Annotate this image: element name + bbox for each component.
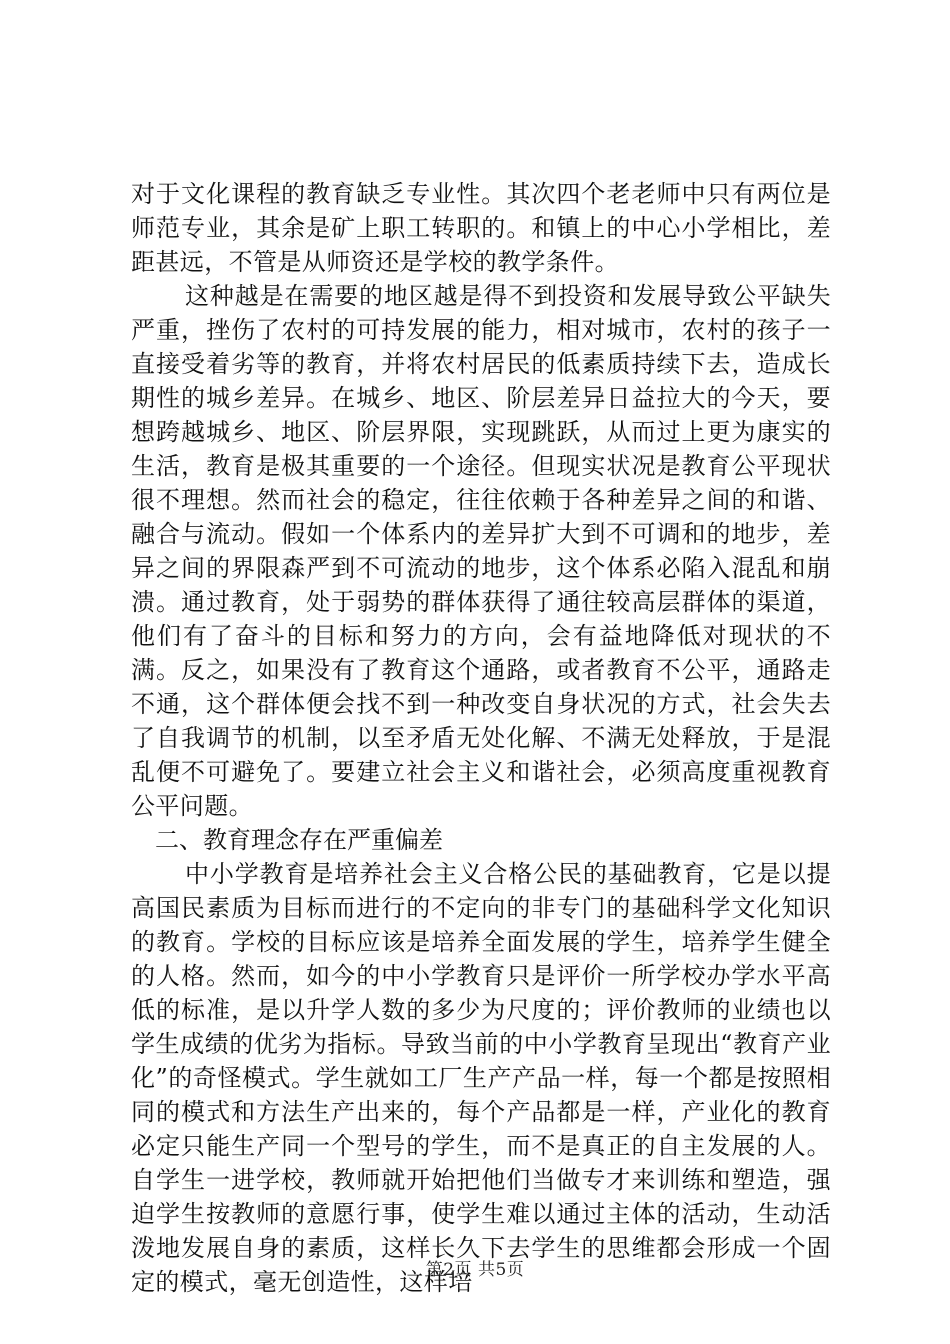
body-text: [131, 177, 831, 1299]
paragraph-education-fairness: 这种越是在需要的地区越是得不到投资和发展导致公平缺失严重，挫伤了农村的可持发展的能力，相对城市，农村的孩子一直接受着劣等的教育，并将农村居民的低素质持续下去，造成长期性的城乡差异。在城乡、地区、阶层差异日益拉大的今天，要想跨越城乡、地区、阶层界限，实现跳跃，从而过上更为康实的生活，教育是极其重要的一个途径。但现实状况是教育公平现状很不理想。然而社会的稳定，往往依赖于各种差异之间的和谐、融合与流动。假如一个体系内的差异扩大到不可调和的地步，差异之间的界限森严到不可流动的地步，这个体系必陷入混乱和崩溃。通过教育，处于弱势的群体获得了通往较高层群体的渠道，他们有了奋斗的目标和努力的方向，会有益地降低对现状的不满。反之，如果没有了教育这个通路，或者教育不公平，通路走不通，这个群体便会找不到一种改变自身状况的方式，社会失去了自我调节的机制，以至矛盾无处化解、不满无处释放，于是混乱便不可避免了。要建立社会主义和谐社会，必须高度重视教育公平问题。: [131, 282, 831, 820]
page-footer: 第2页 共5页: [425, 1260, 525, 1280]
paragraph-continuation: 对于文化课程的教育缺乏专业性。其次四个老老师中只有两位是师范专业，其余是矿上职工转职的。和镇上的中心小学相比，差距甚远，不管是从师资还是学校的教学条件。: [131, 180, 831, 276]
section-heading: 二、教育理念存在严重偏差: [155, 826, 443, 854]
paragraph-education-philosophy: 中小学教育是培养社会主义合格公民的基础教育，它是以提高国民素质为目标而进行的不定向的非专门的基础科学文化知识的教育。学校的目标应该是培养全面发展的学生，培养学生健全的人格。然而，如今的中小学教育只是评价一所学校办学水平高低的标准，是以升学人数的多少为尺度的；评价教师的业绩也以学生成绩的优劣为指标。导致当前的中小学教育呈现出“教育产业化”的奇怪模式。学生就如工厂生产产品一样，每一个都是按照相同的模式和方法生产出来的，每个产品都是一样，产业化的教育必定只能生产同一个型号的学生，而不是真正的自主发展的人。自学生一进学校，教师就开始把他们当做专才来训练和塑造，强迫学生按教师的意愿行事，使学生难以通过主体的活动，生动活泼地发展自身的素质，这样长久下去学生的思维都会形成一个固定的模式，毫无创造性，这样培: [131, 860, 831, 1296]
